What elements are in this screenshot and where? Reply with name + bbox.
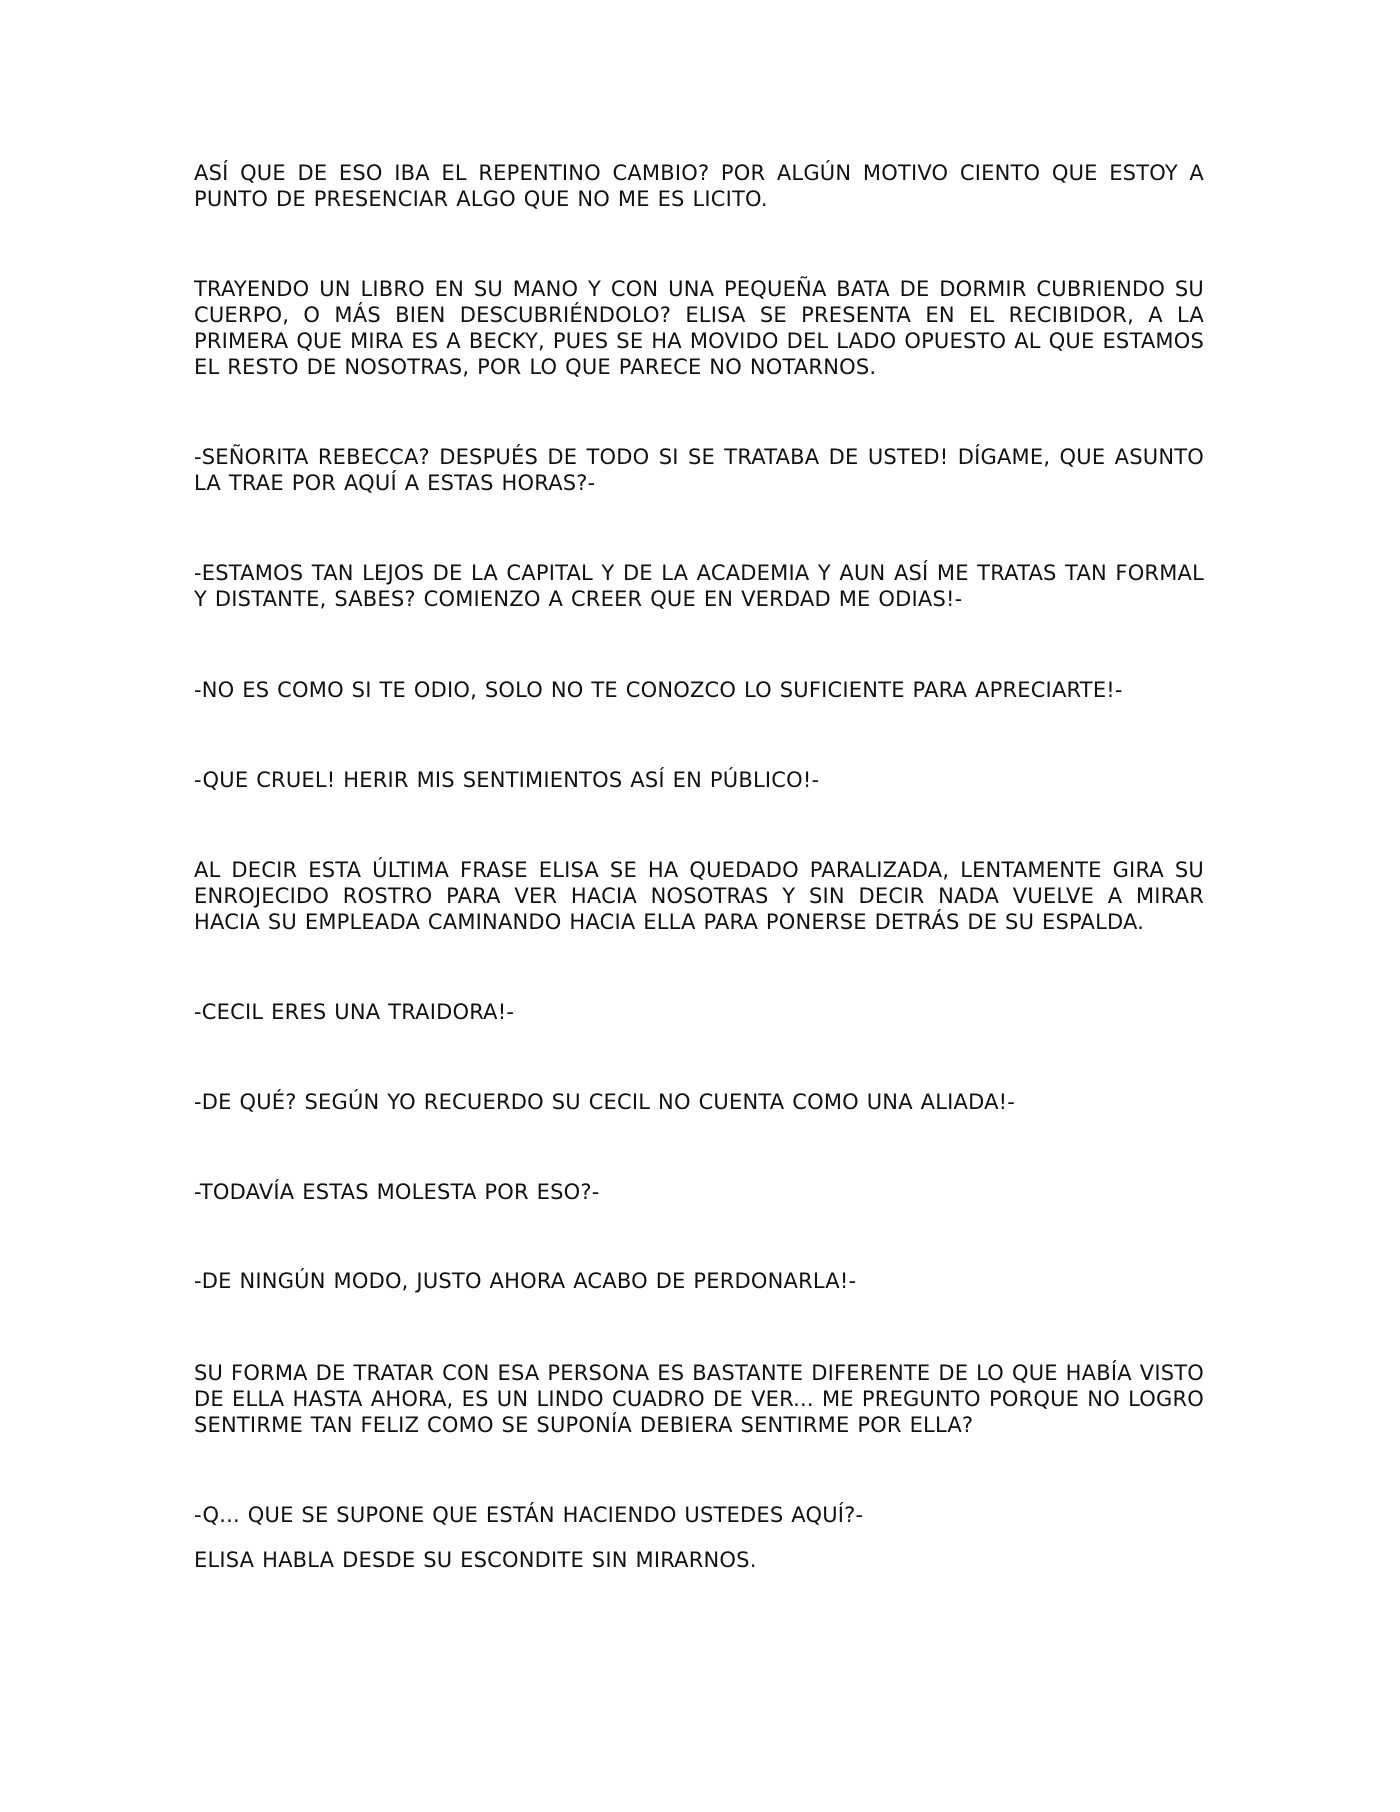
dialogue-5: -CECIL ERES UNA TRAIDORA!- xyxy=(194,1000,515,1024)
dialogue-6: -DE QUÉ? SEGÚN YO RECUERDO SU CECIL NO CUENTA COMO UNA ALIADA!- xyxy=(194,1090,1016,1114)
paragraph-4: SU FORMA DE TRATAR CON ESA PERSONA ES BASTANTE DIFERENTE DE LO QUE HABÍA VISTO DE ELLA HASTA AHORA, ES UN LINDO CUADRO DE VER... ME PREGUNTO PORQUE NO LOGRO SENTIRME TAN FELIZ COMO SE SUPONÍA DEBIERA SENTIRME POR ELLA? xyxy=(194,1361,1204,1437)
paragraph-2: TRAYENDO UN LIBRO EN SU MANO Y CON UNA PEQUEÑA BATA DE DORMIR CUBRIENDO SU CUERPO, O MÁS BIEN DESCUBRIÉNDOLO? ELISA SE PRESENTA EN EL RECIBIDOR, A LA PRIMERA QUE MIRA ES A BECKY, PUES SE HA MOVIDO DEL LADO OPUESTO AL QUE ESTAMOS EL RESTO DE NOSOTRAS, POR LO QUE PARECE NO NOTARNOS. xyxy=(194,277,1204,379)
dialogue-1: -SEÑORITA REBECCA? DESPUÉS DE TODO SI SE TRATABA DE USTED! DÍGAME, QUE ASUNTO LA TRAE POR AQUÍ A ESTAS HORAS?- xyxy=(194,445,1204,495)
dialogue-7: -TODAVÍA ESTAS MOLESTA POR ESO?- xyxy=(194,1180,600,1204)
dialogue-2: -ESTAMOS TAN LEJOS DE LA CAPITAL Y DE LA ACADEMIA Y AUN ASÍ ME TRATAS TAN FORMAL Y DISTANTE, SABES? COMIENZO A CREER QUE EN VERDAD ME ODIAS!- xyxy=(194,561,1204,611)
dialogue-4: -QUE CRUEL! HERIR MIS SENTIMIENTOS ASÍ EN PÚBLICO!- xyxy=(194,768,820,792)
paragraph-1: ASÍ QUE DE ESO IBA EL REPENTINO CAMBIO? POR ALGÚN MOTIVO CIENTO QUE ESTOY A PUNTO DE PRESENCIAR ALGO QUE NO ME ES LICITO. xyxy=(194,161,1204,211)
dialogue-3: -NO ES COMO SI TE ODIO, SOLO NO TE CONOZCO LO SUFICIENTE PARA APRECIARTE!- xyxy=(194,678,1123,702)
dialogue-9: -Q... QUE SE SUPONE QUE ESTÁN HACIENDO USTEDES AQUÍ?- xyxy=(194,1503,864,1527)
paragraph-5: ELISA HABLA DESDE SU ESCONDITE SIN MIRARNOS. xyxy=(194,1548,757,1572)
dialogue-8: -DE NINGÚN MODO, JUSTO AHORA ACABO DE PERDONARLA!- xyxy=(194,1269,857,1293)
paragraph-3: AL DECIR ESTA ÚLTIMA FRASE ELISA SE HA QUEDADO PARALIZADA, LENTAMENTE GIRA SU ENROJECIDO ROSTRO PARA VER HACIA NOSOTRAS Y SIN DECIR NADA VUELVE A MIRAR HACIA SU EMPLEADA CAMINANDO HACIA ELLA PARA PONERSE DETRÁS DE SU ESPALDA. xyxy=(194,858,1204,934)
